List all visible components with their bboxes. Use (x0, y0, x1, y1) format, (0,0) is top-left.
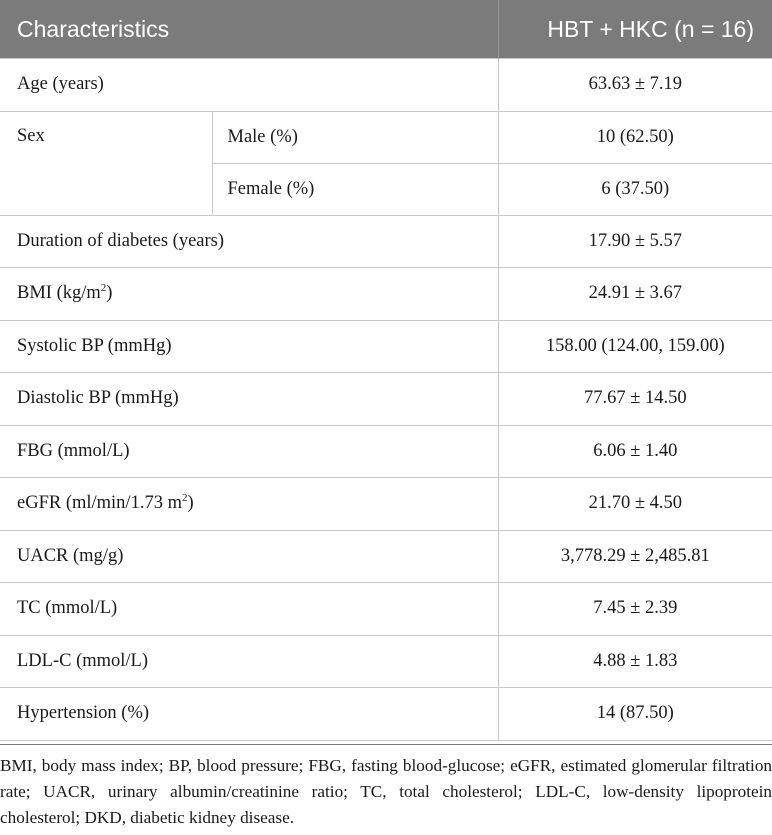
table-row (0, 111, 772, 163)
table-header-row (0, 0, 772, 59)
table-row (0, 215, 772, 268)
row-label-cell (0, 268, 498, 321)
row-label: Diastolic BP (mmHg) (0, 373, 498, 426)
row-value: 17.90 ± 5.57 (498, 215, 772, 268)
table-row (0, 688, 772, 741)
row-sublabel: Male (%) (212, 111, 498, 163)
row-label: eGFR (ml/min/1.73 m (17, 493, 182, 514)
row-value: 6 (37.50) (498, 163, 772, 215)
header-characteristics: Characteristics (0, 0, 498, 59)
table-footnote: BMI, body mass index; BP, blood pressure; FBG, fasting blood-glucose; eGFR, estimated glomerular filtration rate; UACR, urinary albumin/creatinine ratio; TC, total cholesterol; LDL-C, low-density lipoprotein cholesterol; DKD, diabetic kidney disease. (0, 744, 772, 831)
row-label-tail: ) (106, 283, 113, 304)
row-sublabel: Female (%) (212, 163, 498, 215)
row-label-tail: ) (187, 493, 194, 514)
row-value: 21.70 ± 4.50 (498, 478, 772, 531)
row-label: Systolic BP (mmHg) (0, 320, 498, 373)
row-value: 4.88 ± 1.83 (498, 635, 772, 688)
table-row (0, 530, 772, 583)
table-row (0, 478, 772, 531)
row-value: 77.67 ± 14.50 (498, 373, 772, 426)
header-group: HBT + HKC (n = 16) (498, 0, 772, 59)
row-label: FBG (mmol/L) (0, 425, 498, 478)
row-value: 3,778.29 ± 2,485.81 (498, 530, 772, 583)
table-row (0, 59, 772, 112)
row-label: Sex (0, 111, 212, 215)
row-label: Hypertension (%) (0, 688, 498, 741)
row-value: 10 (62.50) (498, 111, 772, 163)
table-row (0, 320, 772, 373)
row-label-cell (0, 478, 498, 531)
row-value: 24.91 ± 3.67 (498, 268, 772, 321)
row-value: 14 (87.50) (498, 688, 772, 741)
row-label: LDL-C (mmol/L) (0, 635, 498, 688)
row-label: Age (years) (0, 59, 498, 112)
row-label: BMI (kg/m (17, 283, 101, 304)
row-value: 6.06 ± 1.40 (498, 425, 772, 478)
table-row (0, 583, 772, 636)
row-value: 158.00 (124.00, 159.00) (498, 320, 772, 373)
row-label: TC (mmol/L) (0, 583, 498, 636)
superscript: 2 (181, 492, 188, 505)
table-row (0, 635, 772, 688)
table-row (0, 425, 772, 478)
row-label: UACR (mg/g) (0, 530, 498, 583)
table-row (0, 268, 772, 321)
superscript: 2 (100, 282, 107, 295)
row-label: Duration of diabetes (years) (0, 215, 498, 268)
table-row (0, 373, 772, 426)
row-value: 63.63 ± 7.19 (498, 59, 772, 112)
row-value: 7.45 ± 2.39 (498, 583, 772, 636)
